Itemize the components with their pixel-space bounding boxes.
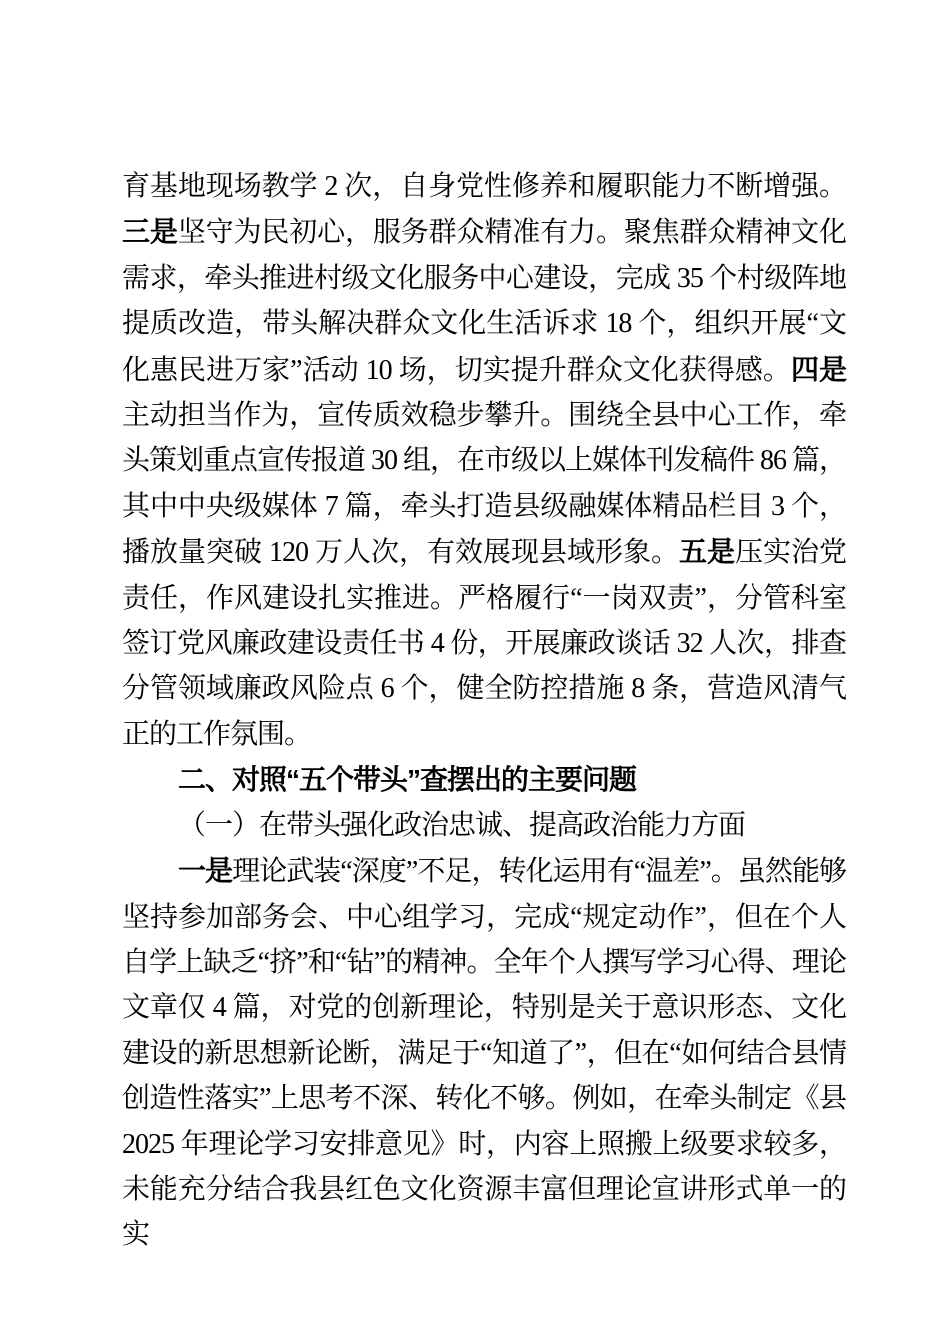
document-body [122,164,846,1258]
body-text-segment: 育基地现场教学 2 次，自身党性修养和履职能力不断增强。 [122,171,846,202]
paragraph-problem-one [122,848,846,1258]
subsection-heading-text: （一）在带头强化政治忠诚、提高政治能力方面 [178,809,746,841]
body-text-segment: 压实治党责任，作风建设扎实推进。严格履行“一岗双责”，分管科室签订党风廉政建设责任书 4 份，开展廉政谈话 32 人次，排查分管领域廉政风险点 6 个，健全防控措施 8 条，营造风清气正的工作氛围。 [122,537,846,750]
body-text-segment: 坚守为民初心，服务群众精准有力。聚焦群众精神文化需求，牵头推进村级文化服务中心建设，完成 35 个村级阵地提质改造，带头解决群众文化生活诉求 18 个，组织开展“文化惠民进万家”活动 10 场，切实提升群众文化获得感。 [122,217,846,386]
section-heading [122,757,846,802]
bold-lead-wu-shi: 五是 [678,536,735,568]
body-text-segment: 主动担当作为，宣传质效稳步攀升。围绕全县中心工作，牵头策划重点宣传报道 30 组，在市级以上媒体刊发稿件 86 篇，其中中央级媒体 7 篇，牵头打造县级融媒体精品栏目 3 个，播放量突破 120 万人次，有效展现县域形象。 [122,400,847,569]
section-heading-text: 二、对照“五个带头”查摆出的主要问题 [178,764,637,796]
paragraph-achievements-continued [122,164,846,757]
bold-lead-yi-shi: 一是 [178,855,233,887]
bold-lead-san-shi: 三是 [122,216,178,248]
subsection-heading [122,803,846,848]
bold-lead-si-shi: 四是 [790,353,846,385]
body-text-segment: 理论武装“深度”不足，转化运用有“温差”。虽然能够坚持参加部务会、中心组学习，完成“规定动作”，但在个人自学上缺乏“挤”和“钻”的精神。全年个人撰写学习心得、理论文章仅 4 篇，对党的创新理论，特别是关于意识形态、文化建设的新思想新论断，满足于“知道了”，但在“如何结合县情创造性落实”上思考不深、转化不够。例如，在牵头制定《县 2025 年理论学习安排意见》时，内容上照搬上级要求较多，未能充分结合我县红色文化资源丰富但理论宣讲形式单一的实 [122,856,846,1251]
